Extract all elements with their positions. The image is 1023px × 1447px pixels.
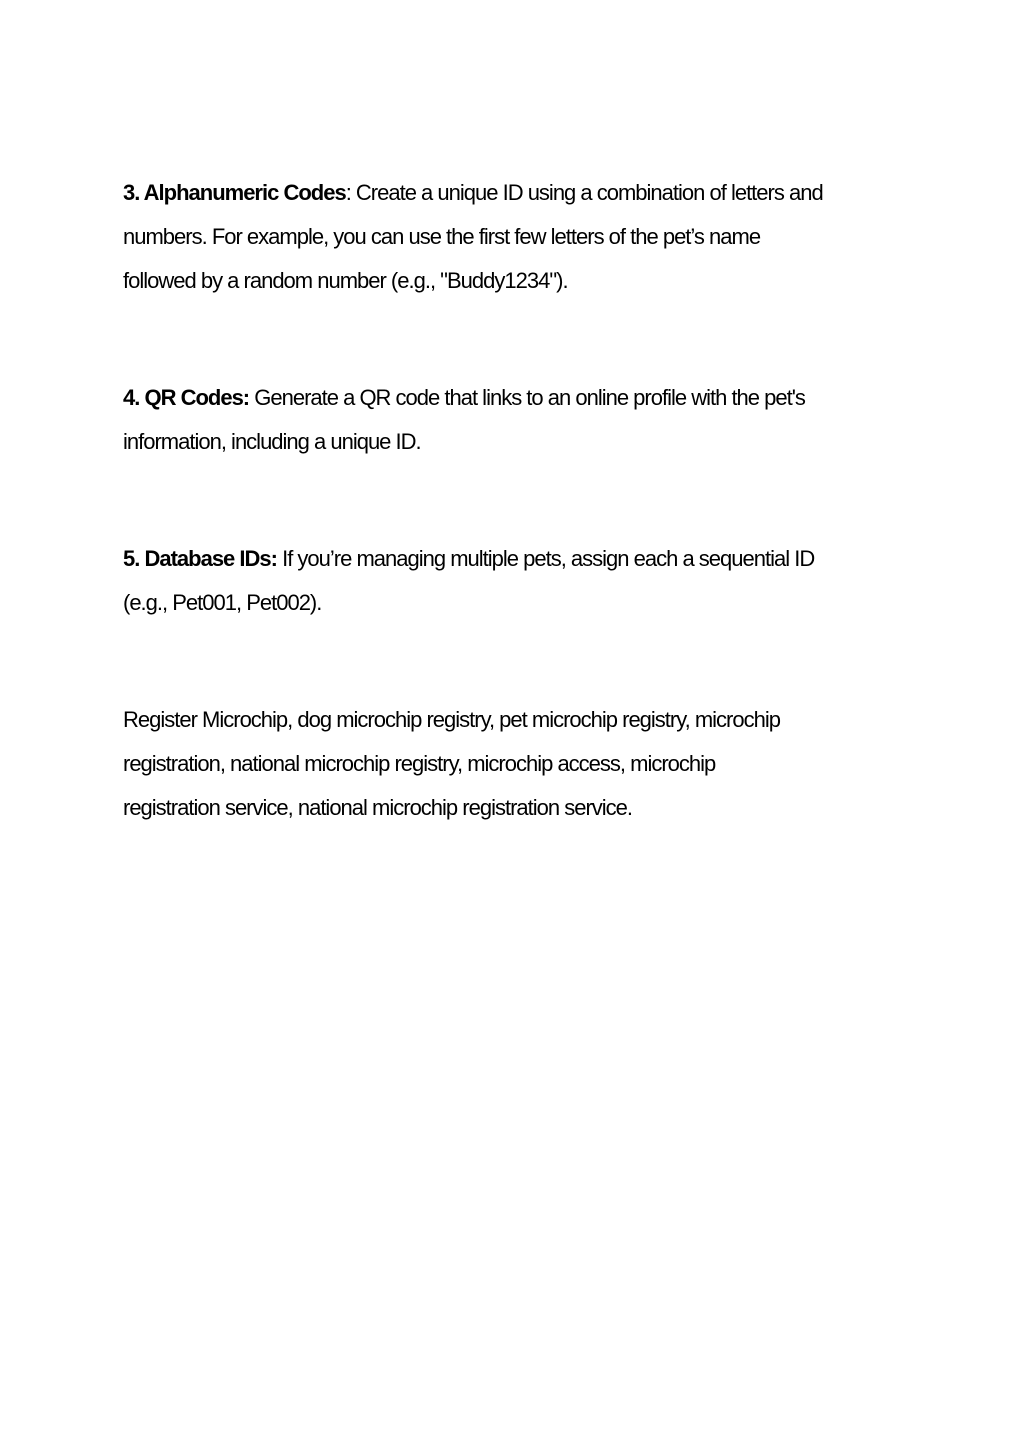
text-line [123,420,923,464]
body-text: Register Microchip, dog microchip registry, pet microchip registry, microchip [123,707,780,732]
body-text: numbers. For example, you can use the first few letters of the pet’s name [123,224,761,249]
body-text: If you’re managing multiple pets, assign each a sequential ID [276,546,815,571]
paragraph [123,698,923,830]
paragraph [123,171,923,303]
text-line [123,581,923,625]
text-line [123,537,923,581]
text-line [123,259,923,303]
body-text: followed by a random number (e.g., "Buddy1234"). [123,268,568,293]
body-text: information, including a unique ID. [123,429,421,454]
bold-lead-text: 4. QR Codes: [123,385,250,410]
text-line [123,215,923,259]
text-line [123,376,923,420]
text-line [123,786,923,830]
bold-lead-text: 3. Alphanumeric Codes [123,180,346,205]
bold-lead-text: 5. Database IDs: [123,546,277,571]
body-text: : Create a unique ID using a combination of letters and [345,180,823,205]
body-text: (e.g., Pet001, Pet002). [123,590,322,615]
body-text: Generate a QR code that links to an online profile with the pet's [249,385,805,410]
text-line [123,171,923,215]
text-line [123,698,923,742]
body-text: registration service, national microchip registration service. [123,795,633,820]
text-line [123,742,923,786]
body-text: registration, national microchip registry, microchip access, microchip [123,751,716,776]
paragraph [123,376,923,464]
document-content [123,171,923,903]
paragraph [123,537,923,625]
